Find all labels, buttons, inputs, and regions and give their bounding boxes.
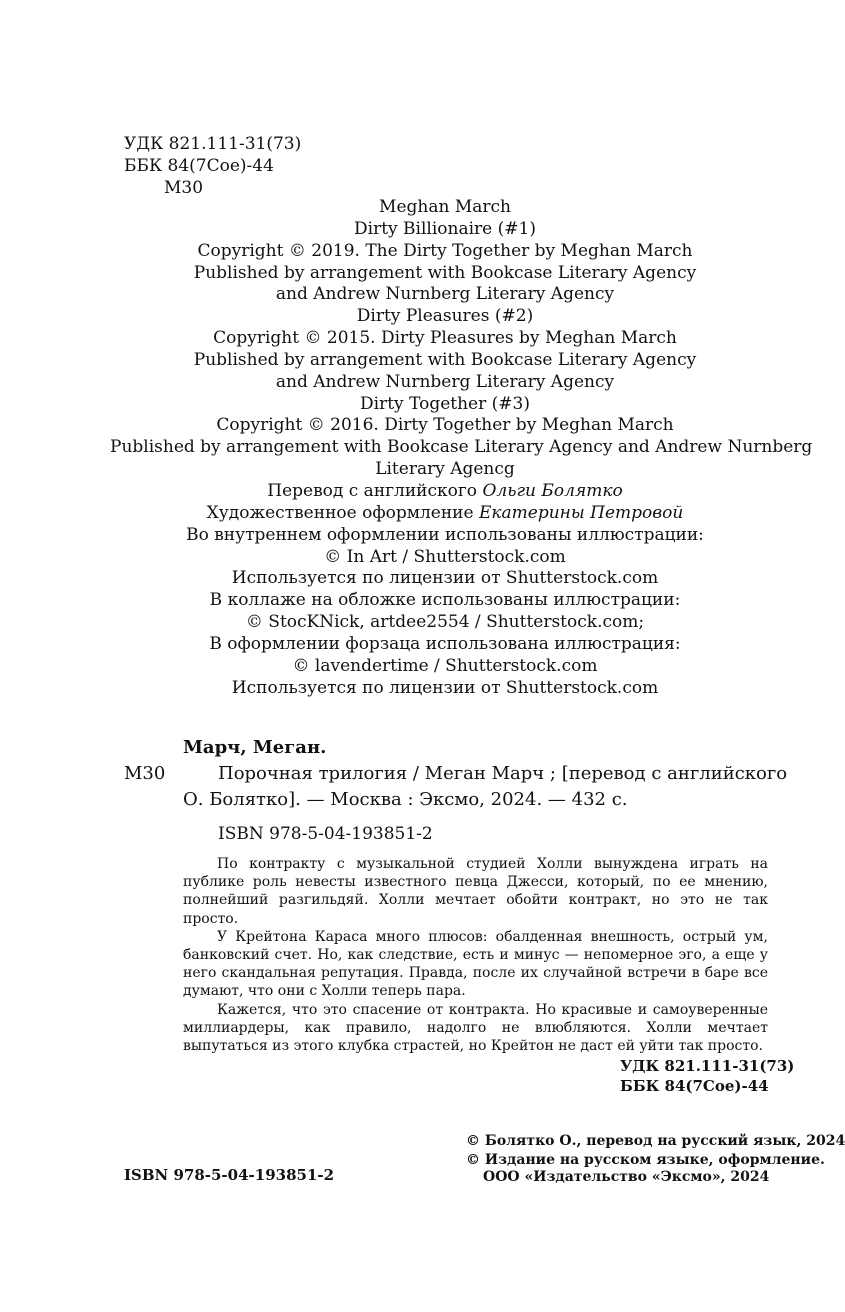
imprint-line-text: Published by arrangement with Bookcase Literary Agency xyxy=(193,262,697,283)
imprint-line xyxy=(110,350,780,372)
imprint-line-text: Copyright © 2016. Dirty Together by Meghan March xyxy=(216,415,674,436)
imprint-line xyxy=(110,372,780,394)
bbk-code: ББК 84(7Сое)-44 xyxy=(124,156,274,176)
imprint-line-text: © In Art / Shutterstock.com xyxy=(324,546,566,567)
annotation-paragraph: Кажется, что это спасение от контракта. Но красивые и самоуверенные миллиардеры, как правило, надолго не влюбляются. Холли мечтает выпутаться из этого клубка страстей, но Крейтон не даст ей уйти так просто. xyxy=(183,1001,768,1055)
annotation-paragraph: По контракту с музыкальной студией Холли вынуждена играть на публике роль невесты известного певца Джесси, который, по ее мнению, полнейший разгильдяй. Холли мечтает обойти контракт, но это не так просто. xyxy=(183,856,768,927)
imprint-line xyxy=(110,481,780,503)
imprint-line xyxy=(110,459,780,481)
imprint-line-text: Dirty Pleasures (#2) xyxy=(356,306,534,327)
catalog-author: Марч, Меган. xyxy=(183,737,327,758)
author-mark: М30 xyxy=(164,178,204,198)
imprint-line xyxy=(110,284,780,306)
annotation xyxy=(183,855,768,1055)
catalog-isbn: ISBN 978-5-04-193851-2 xyxy=(218,824,433,844)
imprint-line-text: Во внутреннем оформлении использованы иллюстрации: xyxy=(186,524,704,545)
imprint-line-text: Copyright © 2015. Dirty Pleasures by Meghan March xyxy=(213,328,677,349)
imprint-line-name: Екатерины Петровой xyxy=(478,502,684,523)
catalog-title-line: Порочная трилогия / Меган Марч ; [перевод с английского xyxy=(218,763,788,784)
footer-bbk: ББК 84(7Сое)-44 xyxy=(620,1077,769,1095)
imprint-line-text: Dirty Together (#3) xyxy=(360,393,530,414)
imprint-line xyxy=(110,197,780,219)
imprint-line xyxy=(110,634,780,656)
footer-udk: УДК 821.111-31(73) xyxy=(620,1057,795,1075)
imprint-block xyxy=(110,197,813,699)
imprint-line xyxy=(110,328,780,350)
imprint-line xyxy=(110,590,780,612)
imprint-line-text: Используется по лицензии от Shutterstock.com xyxy=(231,677,659,698)
imprint-line xyxy=(110,437,813,459)
copyright-publisher: ООО «Издательство «Эксмо», 2024 xyxy=(483,1169,770,1185)
udk-code: УДК 821.111-31(73) xyxy=(124,134,302,154)
copyright-translation: © Болятко О., перевод на русский язык, 2024 xyxy=(466,1133,845,1149)
imprint-line-text: Перевод с английского xyxy=(267,480,483,501)
imprint-line xyxy=(110,678,780,700)
imprint-line-text: Meghan March xyxy=(379,197,511,217)
imprint-line-text: Literary Agencg xyxy=(375,459,515,480)
imprint-line xyxy=(110,306,780,328)
imprint-line-text: Художественное оформление xyxy=(206,502,479,523)
imprint-line xyxy=(110,219,780,241)
imprint-line-text: Dirty Billionaire (#1) xyxy=(354,218,536,239)
imprint-line xyxy=(110,241,780,263)
imprint-line xyxy=(110,547,780,569)
imprint-line xyxy=(110,394,780,416)
imprint-line-text: Published by arrangement with Bookcase Literary Agency and Andrew Nurnberg xyxy=(110,437,813,458)
annotation-paragraph: У Крейтона Караса много плюсов: обалденная внешность, острый ум, банковский счет. Но, как следствие, есть и минус — непомерное эго, а еще у него скандальная репутация. Правда, после их случайной встречи в баре все думают, что они с Холли теперь пара. xyxy=(183,928,768,1000)
imprint-line-name: Ольги Болятко xyxy=(482,480,623,501)
imprint-line xyxy=(110,415,780,437)
imprint-line-text: © StocKNick, artdee2554 / Shutterstock.com; xyxy=(245,612,645,633)
imprint-line-text: Published by arrangement with Bookcase Literary Agency xyxy=(193,349,697,370)
imprint-line xyxy=(110,525,780,547)
footer-isbn: ISBN 978-5-04-193851-2 xyxy=(124,1166,335,1184)
catalog-publication-line: О. Болятко]. — Москва : Эксмо, 2024. — 432 с. xyxy=(183,789,628,810)
imprint-line-text: В оформлении форзаца использована иллюстрация: xyxy=(209,633,681,654)
imprint-line-text: Используется по лицензии от Shutterstock.com xyxy=(231,568,659,589)
imprint-line xyxy=(110,568,780,590)
imprint-line-text: В коллаже на обложке использованы иллюстрации: xyxy=(209,590,681,611)
imprint-line xyxy=(110,503,780,525)
catalog-mark: М30 xyxy=(124,763,166,784)
imprint-line-text: Copyright © 2019. The Dirty Together by Meghan March xyxy=(197,240,693,261)
imprint-line-text: and Andrew Nurnberg Literary Agency xyxy=(275,284,615,305)
imprint-line xyxy=(110,656,780,678)
imprint-line-text: © lavendertime / Shutterstock.com xyxy=(292,655,598,676)
imprint-line xyxy=(110,612,780,634)
imprint-line xyxy=(110,263,780,285)
copyright-edition: © Издание на русском языке, оформление. xyxy=(466,1152,825,1168)
imprint-line-text: and Andrew Nurnberg Literary Agency xyxy=(275,371,615,392)
